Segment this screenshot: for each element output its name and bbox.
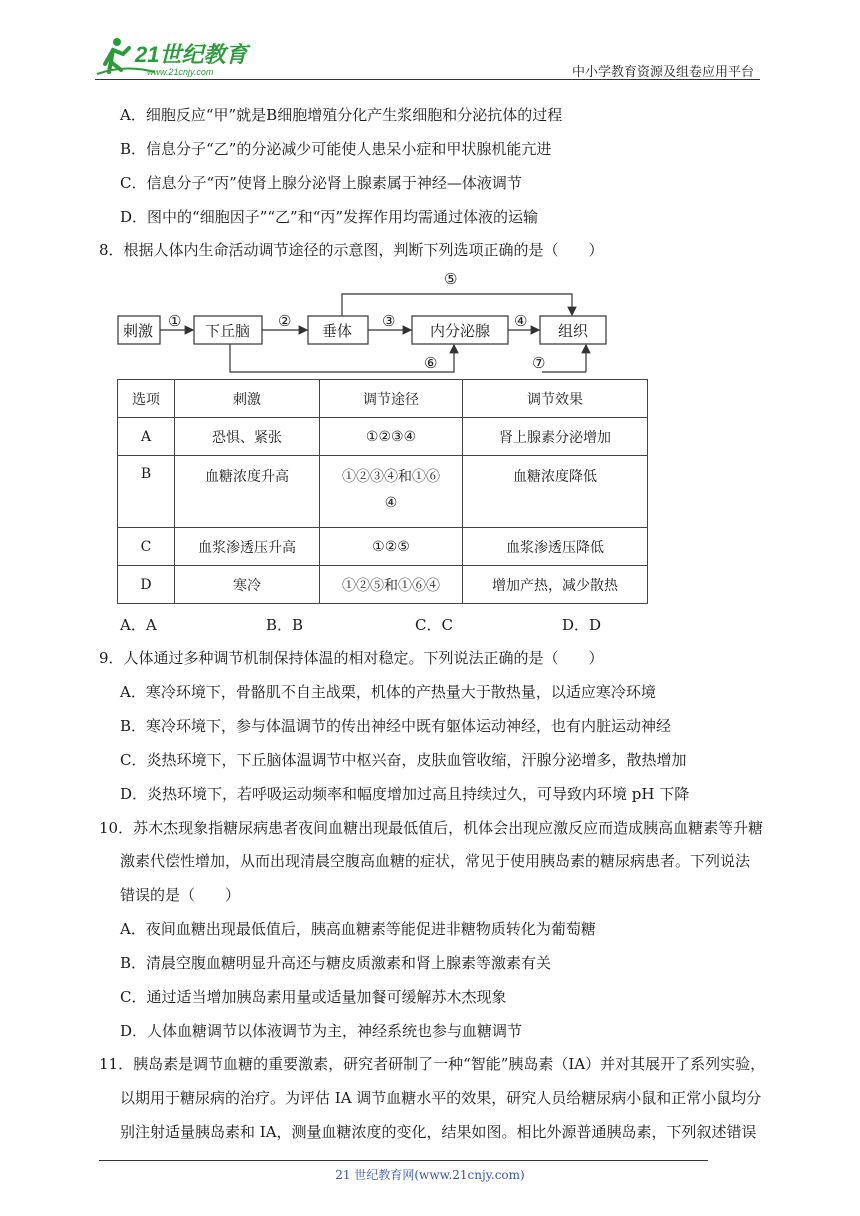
q8-stem: 8．根据人体内生命活动调节途径的示意图，判断下列选项正确的是（ ）: [99, 241, 604, 259]
col-header: 选项: [118, 380, 175, 418]
table-cell: A: [118, 418, 175, 456]
q9-option-c: C．炎热环境下，下丘脑体温调节中枢兴奋，皮肤血管收缩，汗腺分泌增多，散热增加: [120, 751, 687, 769]
box-pituitary-label: 垂体: [322, 322, 353, 340]
table-row: [118, 566, 648, 604]
header-divider: [95, 79, 760, 80]
q9-option-b: B．寒冷环境下，参与体温调节的传出神经中既有躯体运动神经，也有内脏运动神经: [120, 717, 672, 735]
q11-stem-line-2: 以期用于糖尿病的治疗。为评估 IA 调节血糖水平的效果，研究人员给糖尿病小鼠和正常小鼠均分: [120, 1089, 762, 1107]
q7-option-b: B．信息分子“乙”的分泌减少可能使人患呆小症和甲状腺机能亢进: [120, 140, 552, 158]
q9-stem: 9．人体通过多种调节机制保持体温的相对稳定。下列说法正确的是（ ）: [99, 649, 604, 667]
q10-option-b: B．清晨空腹血糖明显升高还与糖皮质激素和肾上腺素等激素有关: [120, 954, 552, 972]
table-cell: 肾上腺素分泌增加: [463, 418, 648, 456]
table-cell: C: [118, 528, 175, 566]
table-cell: 寒冷: [175, 566, 320, 604]
q10-option-d: D．人体血糖调节以体液调节为主，神经系统也参与血糖调节: [120, 1022, 523, 1040]
box-hypothalamus-label: 下丘脑: [205, 322, 251, 340]
logo-url: www.21cnjy.com: [147, 67, 214, 77]
table-row: [118, 418, 648, 456]
table-cell: 血糖浓度降低: [463, 456, 648, 528]
table-cell: 恐惧、紧张: [175, 418, 320, 456]
arrow-5-label: ⑤: [444, 270, 458, 288]
arrow-6-label: ⑥: [424, 354, 438, 372]
arrow-1-label: ①: [168, 312, 182, 330]
arrow-5: [342, 294, 572, 316]
arrow-4-label: ④: [514, 312, 528, 330]
q8-choice-c: C．C: [415, 616, 453, 634]
q8-choice-a: A．A: [120, 616, 157, 634]
page-header: [95, 30, 760, 80]
q9-option-d: D．炎热环境下，若呼吸运动频率和幅度增加过高且持续过久，可导致内环境 pH 下降: [120, 785, 690, 803]
col-header: 调节效果: [463, 380, 648, 418]
logo-text: 21世纪教育: [135, 42, 248, 67]
arrow-2-label: ②: [278, 312, 292, 330]
table-row: [118, 456, 648, 528]
table-header-row: [118, 380, 648, 418]
box-endocrine-label: 内分泌腺: [430, 322, 491, 340]
table-cell: 血糖浓度升高: [175, 456, 320, 528]
table-cell: 血浆渗透压降低: [463, 528, 648, 566]
box-stimulus-label: 刺激: [123, 322, 154, 340]
path-line-2: ④: [384, 495, 398, 511]
table-cell: ①②⑤: [320, 528, 463, 566]
q7-option-d: D．图中的“细胞因子”“乙”和“丙”发挥作用均需通过体液的运输: [120, 208, 539, 226]
q11-stem-line-3: 别注射适量胰岛素和 IA，测量血糖浓度的变化，结果如图。相比外源普通胰岛素，下列叙述错误: [120, 1123, 757, 1141]
table-cell: 血浆渗透压升高: [175, 528, 320, 566]
table-cell: [320, 456, 463, 528]
logo: [95, 34, 265, 80]
q10-stem-line-2: 激素代偿性增加，从而出现清晨空腹高血糖的症状，常见于使用胰岛素的糖尿病患者。下列说法: [120, 852, 751, 870]
q8-options-table: [117, 379, 648, 604]
q7-option-a: A．细胞反应“甲”就是B细胞增殖分化产生浆细胞和分泌抗体的过程: [120, 106, 563, 124]
q10-stem-line-3: 错误的是（ ）: [120, 886, 241, 904]
q10-option-c: C．通过适当增加胰岛素用量或适量加餐可缓解苏木杰现象: [120, 988, 507, 1006]
q9-option-a: A．寒冷环境下，骨骼肌不自主战栗，机体的产热量大于散热量，以适应寒冷环境: [120, 683, 656, 701]
arrow-3-label: ③: [382, 312, 396, 330]
footer-text: 21 世纪教育网(www.21cnjy.com): [335, 1168, 525, 1182]
q8-choice-b: B．B: [266, 616, 304, 634]
q10-option-a: A．夜间血糖出现最低值后，胰高血糖素等能促进非糖物质转化为葡萄糖: [120, 920, 596, 938]
col-header: 调节途径: [320, 380, 463, 418]
regulation-pathway-diagram: [112, 264, 612, 376]
q8-choice-d: D．D: [562, 616, 602, 634]
table-cell: ①②⑤和①⑥④: [320, 566, 463, 604]
q7-option-c: C．信息分子“丙”使肾上腺分泌肾上腺素属于神经—体液调节: [120, 174, 522, 192]
arrow-6: [230, 344, 454, 372]
table-cell: B: [118, 456, 175, 528]
table-row: [118, 528, 648, 566]
table-cell: 增加产热，减少散热: [463, 566, 648, 604]
header-platform-name: 中小学教育资源及组卷应用平台: [571, 65, 754, 80]
table-cell: D: [118, 566, 175, 604]
path-line-1: ①②③④和①⑥: [342, 469, 440, 485]
box-tissue-label: 组织: [558, 322, 589, 340]
col-header: 刺激: [175, 380, 320, 418]
q11-stem-line-1: 11．胰岛素是调节血糖的重要激素，研究者研制了一种“智能”胰岛素（IA）并对其展开了系列实验，: [99, 1055, 766, 1073]
footer-divider: [99, 1160, 708, 1161]
arrow-7-label: ⑦: [532, 354, 546, 372]
q10-stem-line-1: 10．苏木杰现象指糖尿病患者夜间血糖出现最低值后，机体会出现应激反应而造成胰高血糖素等升糖: [99, 819, 764, 837]
table-cell: ①②③④: [320, 418, 463, 456]
